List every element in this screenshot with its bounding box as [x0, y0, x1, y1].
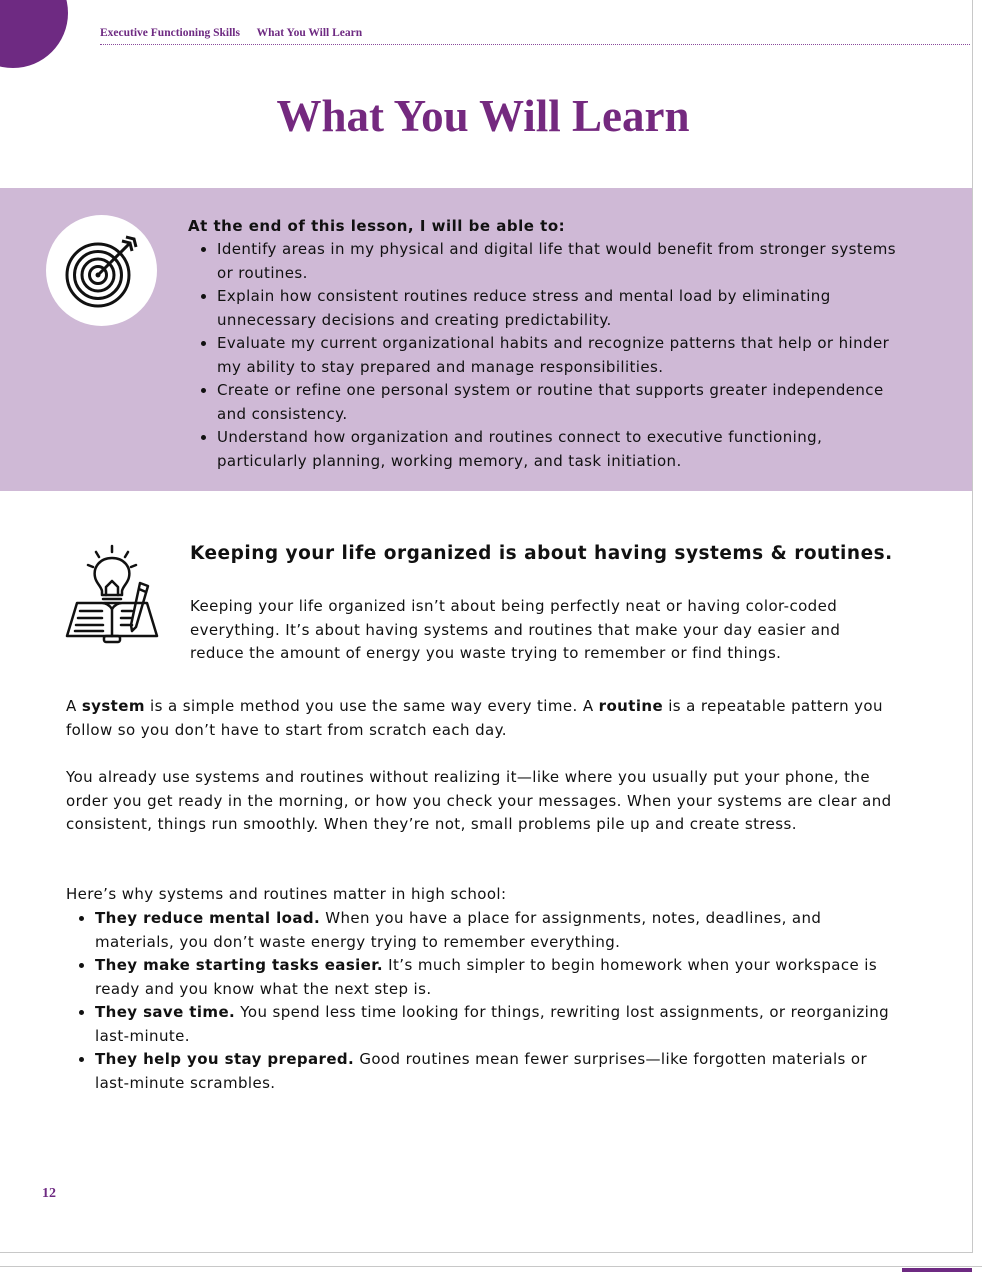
reason-lead: They make starting tasks easier. [95, 956, 384, 974]
objective-item: • Evaluate my current organizational habits and recognize patterns that help or hinder my ability to stay prepared and manage responsibilities. [217, 332, 897, 379]
reasons-intro: Here’s why systems and routines matter in high school: [66, 885, 507, 903]
reason-text: It’s much simpler to begin homework when your workspace is ready and you know what the next step is. [95, 956, 878, 998]
reason-item [95, 954, 895, 1001]
reason-lead: They help you stay prepared. [95, 1050, 355, 1068]
objectives-band [0, 188, 972, 491]
objectives-list [188, 238, 897, 473]
header-topic: What You Will Learn [256, 27, 363, 39]
reason-item [95, 1001, 895, 1048]
reason-lead: They reduce mental load. [95, 909, 321, 927]
target-icon [64, 233, 140, 309]
objectives-heading: At the end of this lesson, I will be able to: [188, 217, 566, 235]
definitions-paragraph [66, 695, 892, 742]
text-run: is a repeatable pattern you follow so you don’t have to start from scratch each day. [66, 697, 883, 739]
objective-item: • Create or refine one personal system or routine that supports greater independence and consistency. [217, 379, 897, 426]
reasons-list [66, 907, 895, 1095]
reason-item [95, 1048, 895, 1095]
next-page-accent [902, 1268, 972, 1272]
reason-text: You spend less time looking for things, rewriting lost assignments, or reorganizing last-minute. [95, 1003, 890, 1045]
intro-paragraph: Keeping your life organized isn’t about being perfectly neat or having color-coded everything. It’s about having systems and routines that make your day easier and reduce the amount of energy you waste trying to remember or find things. [190, 597, 841, 662]
target-badge [46, 215, 157, 326]
term-system: system [81, 697, 145, 715]
reason-lead: They save time. [95, 1003, 236, 1021]
reason-text: When you have a place for assignments, notes, deadlines, and materials, you don’t waste energy trying to remember everything. [95, 909, 822, 951]
page-number: 12 [42, 1186, 56, 1201]
page-title: What You Will Learn [276, 91, 690, 141]
objective-item: • Understand how organization and routines connect to executive functioning, particularly planning, working memory, and task initiation. [217, 426, 897, 473]
corner-decoration [0, 0, 68, 68]
objective-item: • Explain how consistent routines reduce stress and mental load by eliminating unnecessary decisions and creating predictability. [217, 285, 897, 332]
term-routine: routine [598, 697, 664, 715]
lightbulb-book-icon [62, 543, 162, 645]
text-run: A [66, 697, 82, 715]
reason-item [95, 907, 895, 954]
header-section: Executive Functioning Skills [100, 27, 240, 39]
intro-icon-wrap [62, 543, 162, 649]
objective-item: • Identify areas in my physical and digital life that would benefit from stronger systems or routines. [217, 238, 897, 285]
reason-text: Good routines mean fewer surprises—like forgotten materials or last-minute scrambles. [95, 1050, 868, 1092]
running-header [100, 27, 970, 45]
examples-paragraph: You already use systems and routines without realizing it—like where you usually put your phone, the order you get ready in the morning, or how you check your messages. When your systems are clear and consistent, things run smoothly. When they’re not, small problems pile up and create stress. [66, 768, 892, 833]
text-run: is a simple method you use the same way every time. A [144, 697, 599, 715]
section-heading: Keeping your life organized is about having systems & routines. [190, 543, 893, 564]
